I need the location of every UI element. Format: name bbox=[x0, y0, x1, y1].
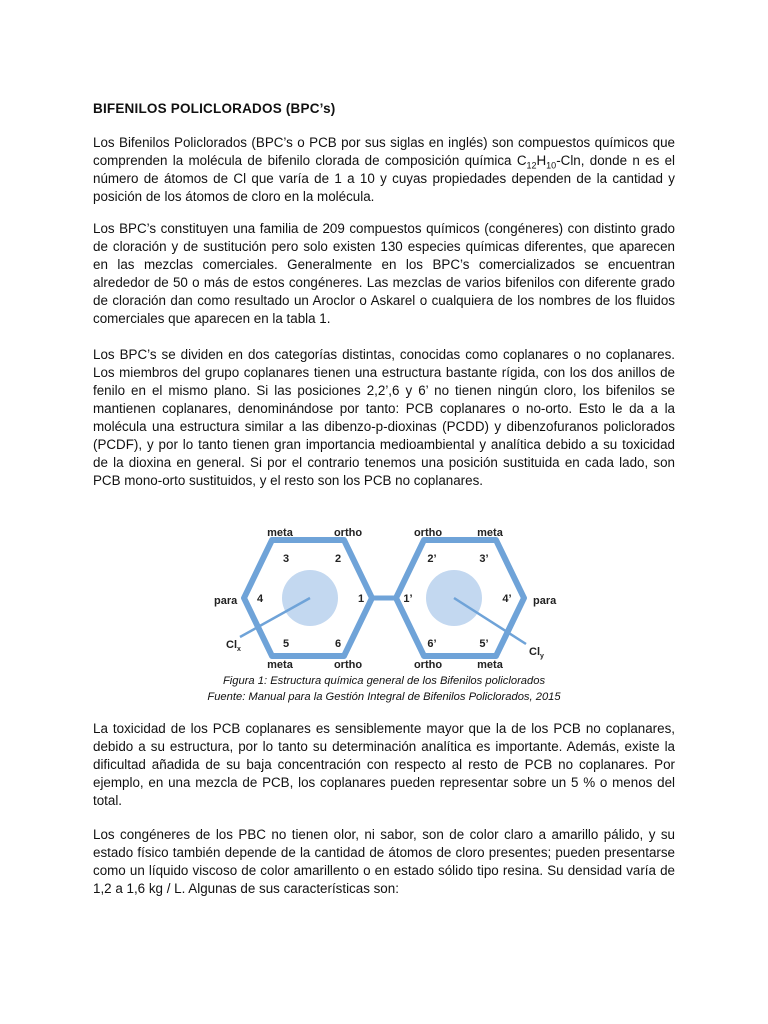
figure-source: Fuente: Manual para la Gestión Integral de Bifenilos Policlorados, 2015 bbox=[207, 691, 561, 703]
right-position-1: 1’ bbox=[403, 593, 413, 605]
left-position-5: 5 bbox=[282, 638, 290, 650]
left-substituent-label: $Cl_x$ bbox=[226, 639, 241, 653]
right-position-4: 4’ bbox=[502, 593, 512, 605]
intro-text-end: , donde n es el número de átomos de Cl que varía de 1 a 10 y cuyas propiedades dependen de la cantidad y posición de los átomos de cloro en la molécula. bbox=[93, 153, 676, 204]
left-label-ortho-top: ortho bbox=[333, 527, 363, 539]
paragraph-categories: Los BPC’s se dividen en dos categorías distintas, conocidas como coplanares o no coplanares. Los miembros del grupo coplanares tienen una estructura bastante rígida, con los dos anillos de fenilo en el mismo plano. Si las posiciones 2,2’,6 y 6’ no tienen ningún cloro, los bifenilos se mantienen coplanares, denominándose por tanto: PCB coplanares o no-orto. Esto le da a la molécula una estructura similar a las dibenzo-p-dioxinas (PCDD) y dibenzofuranos policlorados (PCDF), y por lo tanto tienen gran importancia medioambiental y analítica debido a su toxicidad de la dioxina en general. Si por el contrario tenemos una posición sustituida en cada lado, son PCB mono-orto sustituidos, y el resto son los PCB no coplanares. bbox=[93, 347, 675, 488]
right-substituent-label: $Cl_y$ bbox=[529, 646, 544, 660]
left-label-meta-top: meta bbox=[267, 527, 293, 539]
right-position-2: 2’ bbox=[427, 553, 437, 565]
left-label-meta-bottom: meta bbox=[267, 659, 293, 670]
paragraph-intro bbox=[93, 134, 675, 206]
formula-c-subscript: 12 bbox=[526, 160, 537, 171]
right-label-ortho-top: ortho bbox=[413, 527, 443, 539]
paragraph-toxicity: La toxicidad de los PCB coplanares es sensiblemente mayor que la de los PCB no coplanares, debido a su estructura, por lo tanto su determinación analítica es importante. Además, existe la dificultad añadida de su baja concentración con respecto al resto de PCB no coplanares. Por ejemplo, en una mezcla de PCB, los coplanares pueden representar sobre un 5 % o menos del total. bbox=[93, 721, 675, 808]
left-position-1: 1 bbox=[357, 593, 365, 605]
left-position-4: 4 bbox=[256, 593, 264, 605]
left-position-3: 3 bbox=[282, 553, 290, 565]
document-title: BIFENILOS POLICLORADOS (BPC’s) bbox=[93, 101, 336, 116]
formula-h: H bbox=[536, 153, 547, 168]
right-position-6: 6’ bbox=[427, 638, 437, 650]
left-position-6: 6 bbox=[334, 638, 342, 650]
right-position-3: 3’ bbox=[479, 553, 489, 565]
figure-caption: Figura 1: Estructura química general de los Bifenilos policlorados bbox=[222, 675, 546, 687]
right-position-5: 5’ bbox=[479, 638, 489, 650]
intro-text-start: Los Bifenilos Policlorados (BPC’s o PCB por sus siglas en inglés) son compuestos químicos que comprenden la molécula de bifenilo clorada de composición química bbox=[93, 135, 675, 168]
biphenyl-structure-figure bbox=[196, 518, 572, 670]
formula-h-subscript: 10 bbox=[546, 160, 557, 171]
paragraph-congeners: Los BPC’s constituyen una familia de 209 compuestos químicos (congéneres) con distinto grado de cloración y de sustitución pero solo existen 130 especies químicas diferentes, que aparecen en las mezclas comerciales. Generalmente en los BPC’s comercializados se encuentran alrededor de 50 o más de estos congéneres. Las mezclas de varios bifenilos con diferente grado de cloración dan como resultado un Aroclor o Askarel o cualquiera de los nombres de los fluidos comerciales que aparecen en la tabla 1. bbox=[93, 221, 675, 326]
biphenyl-diagram bbox=[196, 518, 572, 670]
paragraph-properties: Los congéneres de los PBC no tienen olor, ni sabor, son de color claro a amarillo pálido, y su estado físico también depende de la cantidad de átomos de cloro presentes; pueden presentarse como un líquido viscoso de color amarillento o en estado sólido tipo resina. Su densidad varía de 1,2 a 1,6 kg / L. Algunas de sus características son: bbox=[93, 827, 675, 896]
left-label-ortho-bottom: ortho bbox=[333, 659, 363, 670]
right-label-ortho-bottom: ortho bbox=[413, 659, 443, 670]
formula-rest: -Cln bbox=[556, 153, 581, 168]
left-position-2: 2 bbox=[334, 553, 342, 565]
right-label-meta-bottom: meta bbox=[477, 659, 503, 670]
formula-c: C bbox=[516, 153, 527, 168]
right-label-meta-top: meta bbox=[477, 527, 503, 539]
right-label-para: para bbox=[533, 595, 557, 607]
left-label-para: para bbox=[214, 595, 238, 607]
